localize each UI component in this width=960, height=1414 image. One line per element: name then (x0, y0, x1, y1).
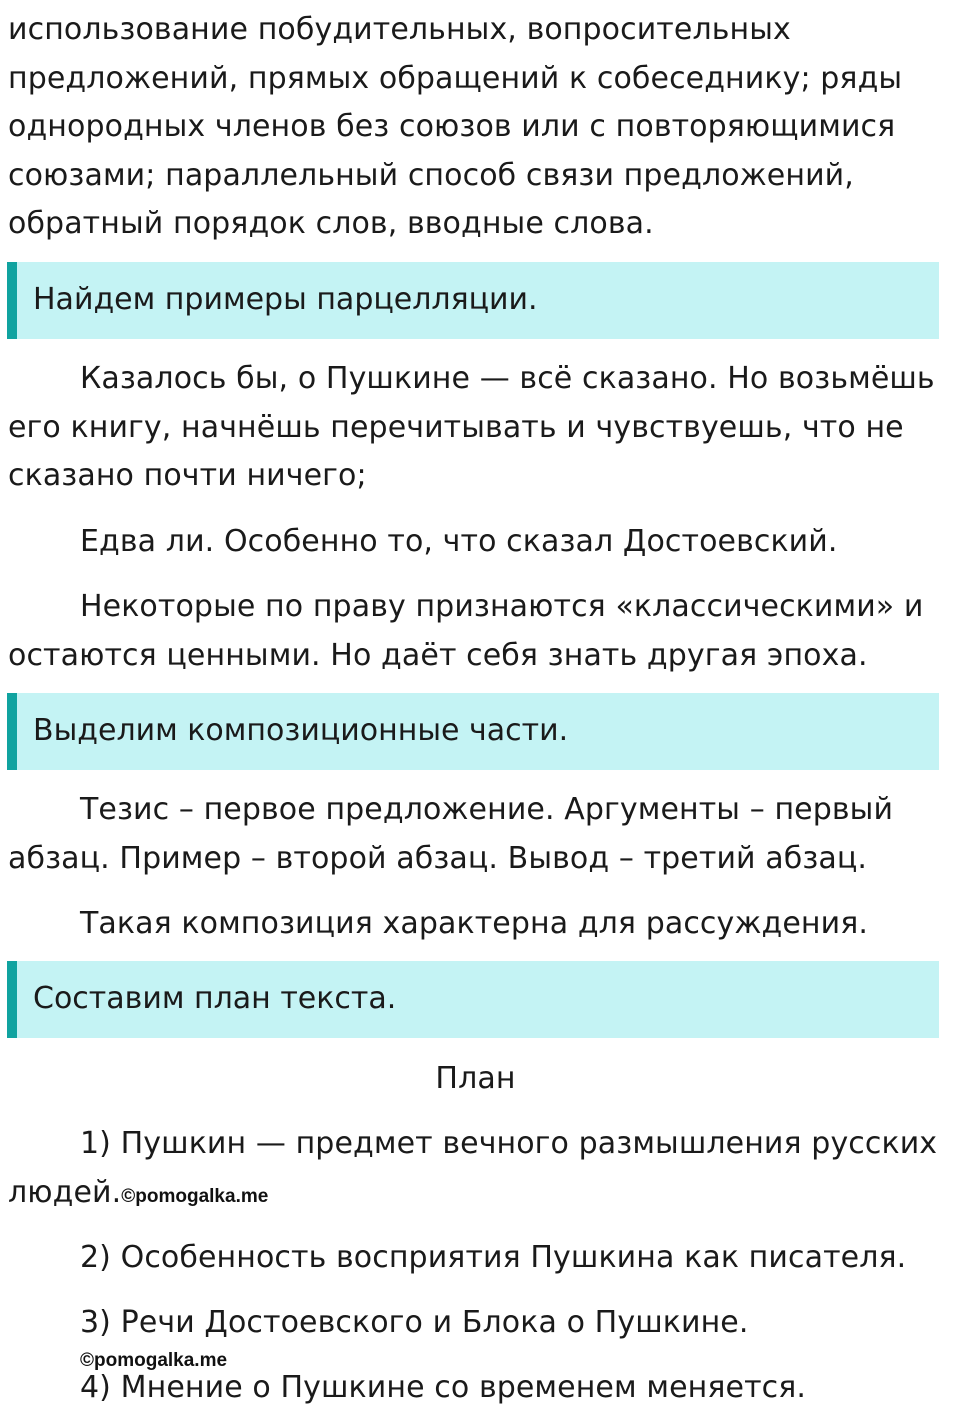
section-heading-text: Выделим композиционные части. (33, 713, 569, 748)
watermark: ©pomogalka.me (80, 1350, 228, 1371)
plan-item-4: 4) Мнение о Пушкине со временем меняется. (80, 1370, 807, 1405)
plan-item-text: 1) Пушкин — предмет вечного размышления русских людей. (8, 1126, 938, 1210)
paragraph-composition-type: Такая композиция характерна для рассуждения. (80, 906, 869, 941)
paragraph-example-3: Некоторые по праву признаются «классическими» и остаются ценными. Но даёт себя знать другая эпоха. (8, 589, 924, 673)
section-heading-text: Составим план текста. (33, 981, 397, 1016)
plan-item-1 (8, 1120, 943, 1221)
plan-item-2: 2) Особенность восприятия Пушкина как писателя. (80, 1240, 907, 1275)
watermark: ©pomogalka.me (121, 1185, 269, 1207)
paragraph-example-1: Казалось бы, о Пушкине — всё сказано. Но возьмёшь его книгу, начнёшь перечитывать и чувствуешь, что не сказано почти ничего; (8, 361, 935, 493)
plan-title: План (435, 1061, 516, 1096)
intro-paragraph: использование побудительных, вопросительных предложений, прямых обращений к собеседнику; ряды однородных членов без союзов или с повторяющимися союзами; параллельный способ связи предложений, обратный порядок слов, вводные слова. (8, 12, 903, 241)
plan-item-3: 3) Речи Достоевского и Блока о Пушкине. (80, 1305, 749, 1340)
section-heading-text: Найдем примеры парцелляции. (33, 282, 538, 317)
section-heading-composition (7, 693, 939, 770)
section-heading-parcellation (7, 262, 939, 339)
section-heading-plan (7, 961, 939, 1038)
paragraph-example-2: Едва ли. Особенно то, что сказал Достоевский. (80, 524, 838, 559)
paragraph-composition-parts: Тезис – первое предложение. Аргументы – первый абзац. Пример – второй абзац. Вывод – третий абзац. (8, 792, 894, 876)
